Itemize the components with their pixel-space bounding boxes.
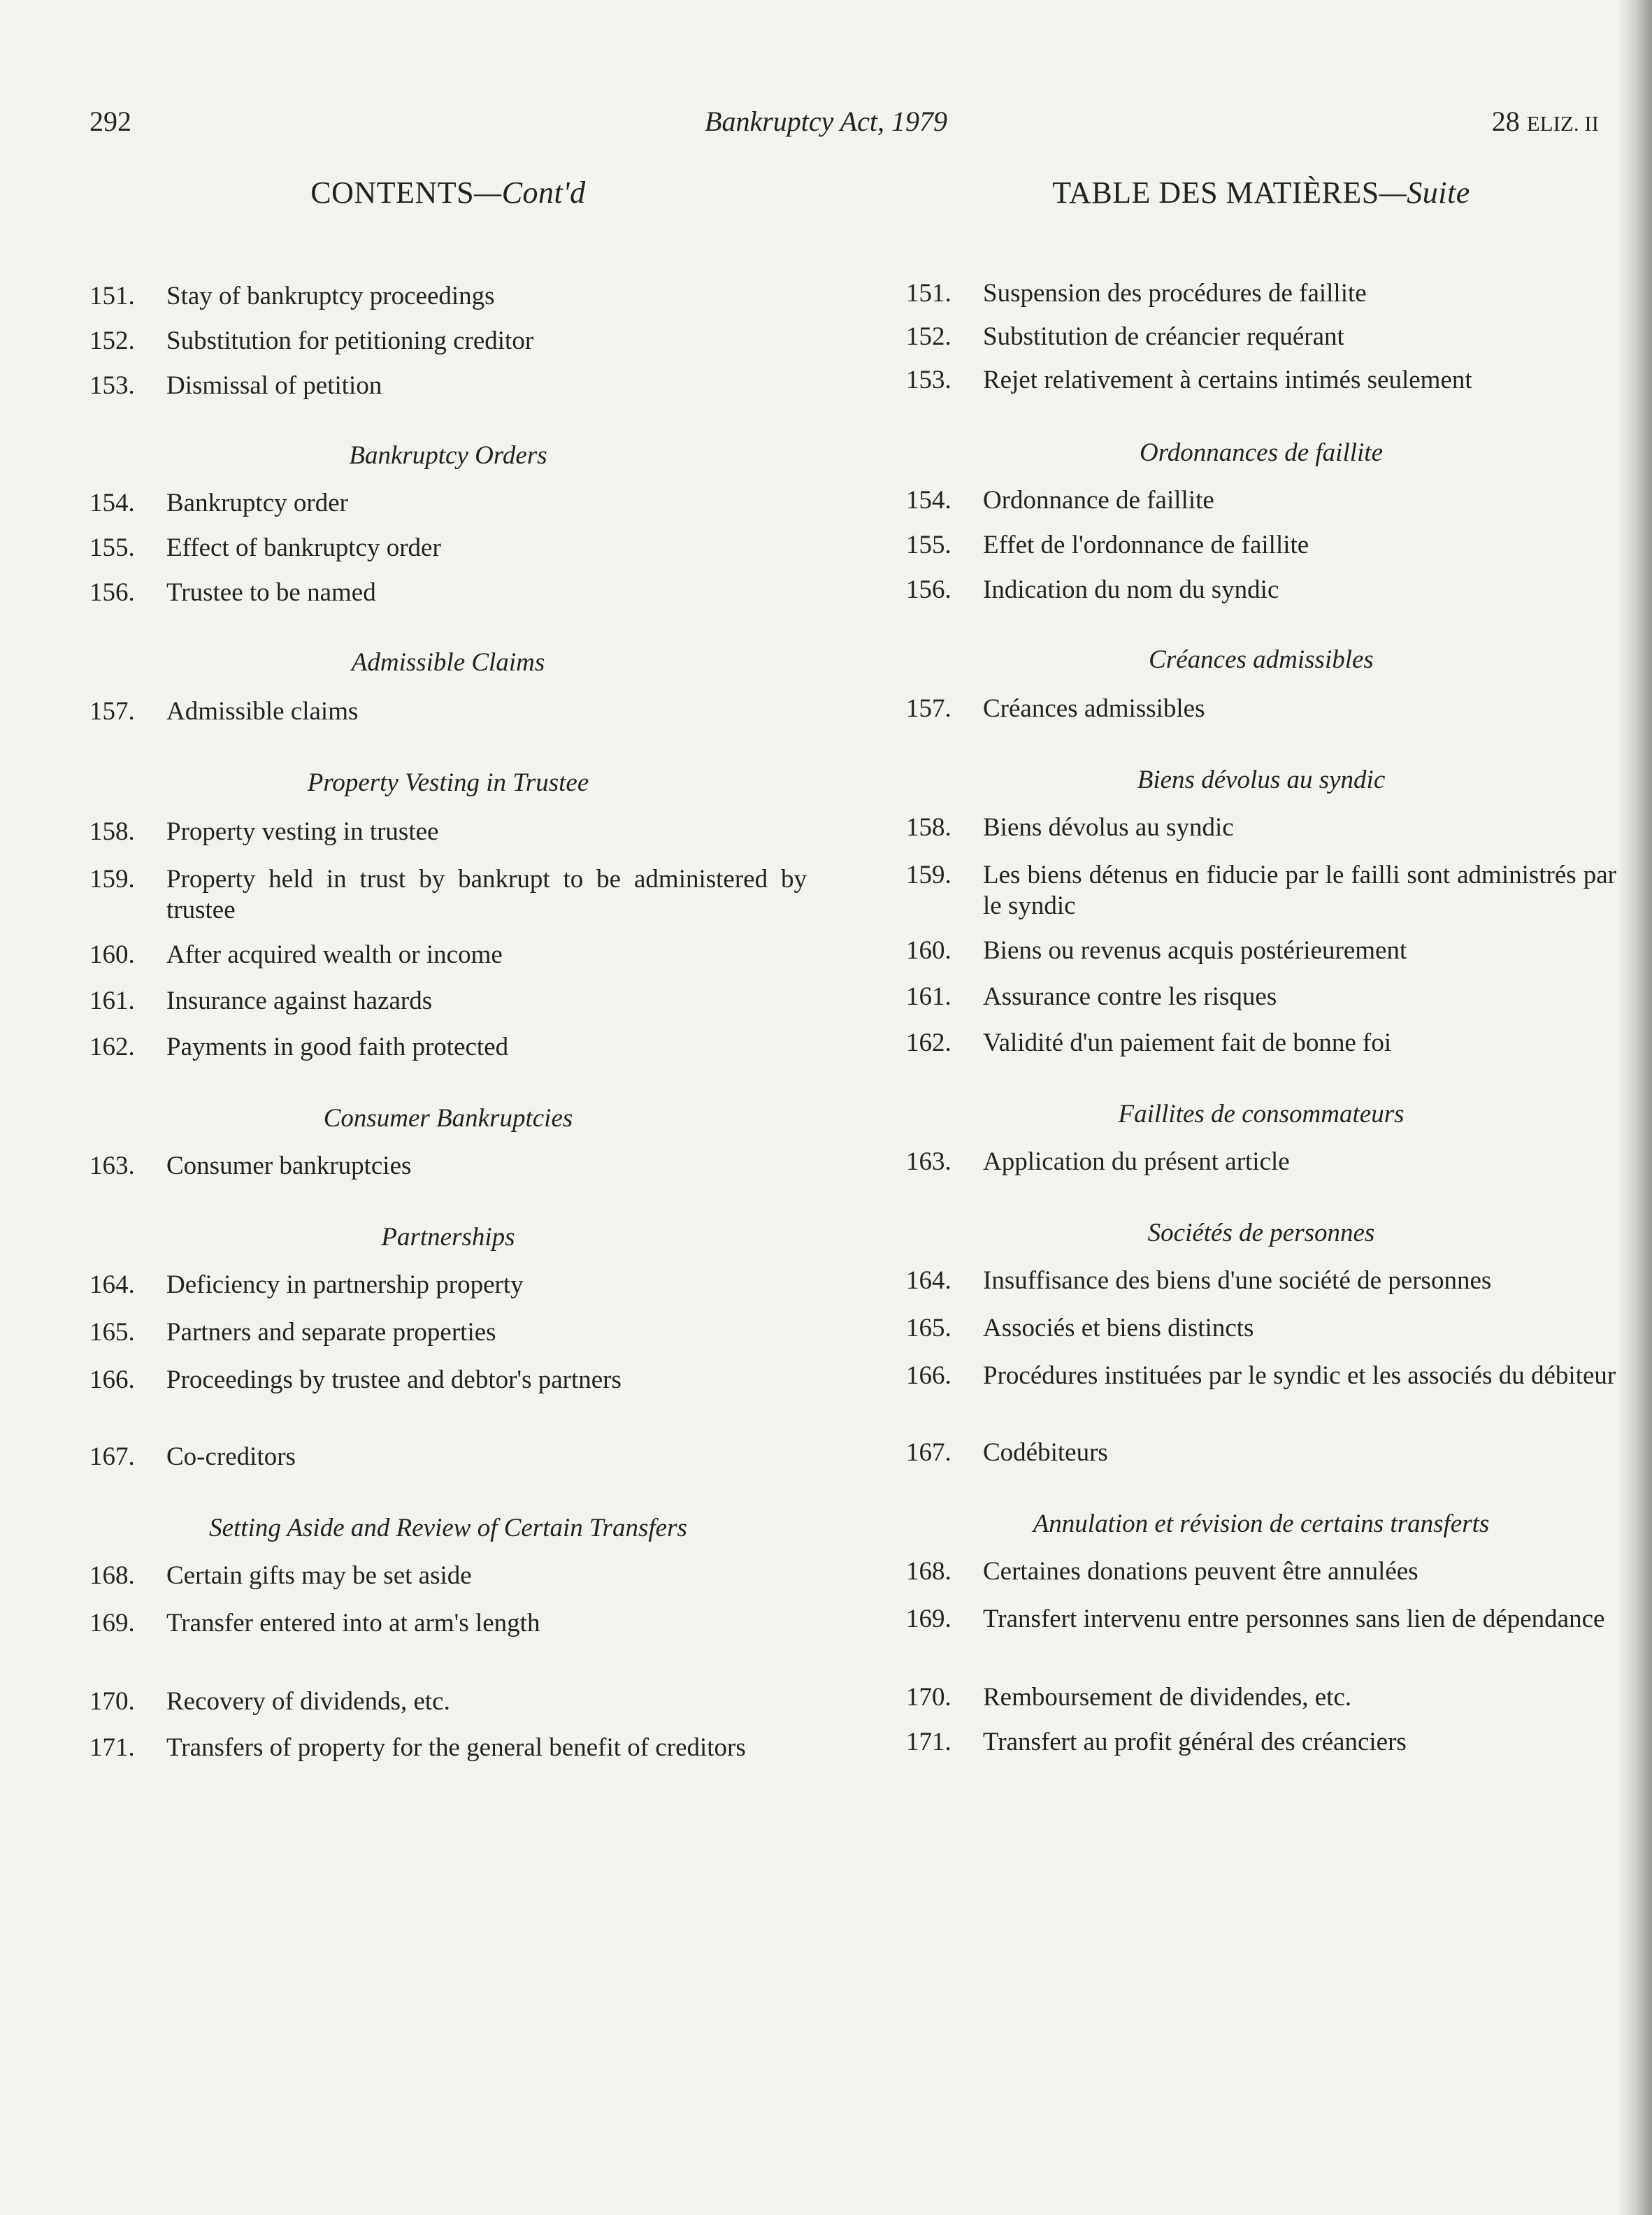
section-title: Partners and separate properties [166, 1318, 496, 1347]
french-section-heading: Sociétés de personnes [1147, 1219, 1375, 1247]
section-number: 164. [89, 1270, 135, 1299]
english-toc-entry [89, 864, 807, 926]
french-toc-entry [906, 278, 1616, 309]
french-section-heading: Annulation et révision de certains transferts [1033, 1510, 1490, 1538]
french-column-title [906, 175, 1616, 210]
french-title-main: TABLE DES MATIÈRES [1052, 175, 1379, 210]
section-title: Co-creditors [166, 1442, 296, 1471]
section-title: Bankruptcy order [166, 489, 348, 517]
french-toc-entry [906, 365, 1616, 396]
english-title-suffix: —Cont'd [474, 175, 586, 210]
section-number: 168. [906, 1557, 951, 1586]
english-toc-entry [89, 1317, 807, 1348]
section-number: 164. [906, 1266, 951, 1295]
section-number: 169. [906, 1605, 951, 1633]
french-toc-entry [906, 1147, 1616, 1177]
section-title: Dismissal of petition [166, 371, 382, 400]
section-number: 152. [89, 327, 135, 355]
section-number: 158. [89, 817, 135, 846]
section-title: Associés et biens distincts [983, 1314, 1254, 1342]
english-toc-entry [89, 986, 807, 1017]
english-toc-entry [89, 578, 807, 608]
section-title: Indication du nom du syndic [983, 575, 1279, 604]
section-number: 169. [89, 1609, 135, 1637]
french-toc-entry [906, 1682, 1616, 1713]
section-number: 159. [906, 861, 951, 889]
section-number: 163. [906, 1147, 951, 1176]
english-section-heading: Setting Aside and Review of Certain Transfers [209, 1514, 687, 1542]
section-number: 160. [906, 936, 951, 965]
section-number: 156. [906, 575, 951, 604]
section-title: Biens dévolus au syndic [983, 813, 1234, 842]
french-toc-entry [906, 694, 1616, 724]
section-title: Substitution for petitioning creditor [166, 327, 534, 355]
section-number: 171. [906, 1728, 951, 1756]
section-number: 162. [906, 1028, 951, 1057]
section-number: 170. [906, 1683, 951, 1712]
section-title: Transfert intervenu entre personnes sans lien de dépendance [983, 1605, 1605, 1633]
english-title-main: CONTENTS [310, 175, 475, 210]
section-title: Stay of bankruptcy proceedings [166, 282, 495, 310]
section-number: 165. [906, 1314, 951, 1342]
section-number: 166. [906, 1361, 951, 1390]
french-toc-entry [906, 1361, 1616, 1391]
section-number: 167. [89, 1442, 135, 1471]
section-title: Deficiency in partnership property [166, 1270, 524, 1299]
page-number: 292 [89, 106, 131, 137]
section-title: Trustee to be named [166, 578, 376, 607]
section-title: Créances admissibles [983, 694, 1205, 723]
reign-name: ELIZ. II [1526, 111, 1599, 136]
section-title: After acquired wealth or income [166, 940, 503, 969]
french-section-heading: Faillites de consommateurs [1118, 1100, 1405, 1128]
section-title: Substitution de créancier requérant [983, 322, 1344, 351]
french-section-heading: Biens dévolus au syndic [1137, 766, 1386, 794]
running-head [0, 105, 1652, 147]
section-number: 168. [89, 1561, 135, 1590]
section-title: Biens ou revenus acquis postérieurement [983, 936, 1407, 965]
section-title: Les biens détenus en fiducie par le failli sont administrés par le syndic [983, 861, 1616, 920]
section-title: Insuffisance des biens d'une société de personnes [983, 1266, 1492, 1295]
section-title: Transfert au profit général des créanciers [983, 1728, 1407, 1756]
section-title: Certaines donations peuvent être annulées [983, 1557, 1418, 1586]
reign-label [1492, 105, 1599, 138]
english-toc-entry [89, 817, 807, 847]
section-title: Codébiteurs [983, 1438, 1108, 1467]
section-number: 152. [906, 322, 951, 351]
english-toc-entry [89, 1151, 807, 1182]
section-title: Certain gifts may be set aside [166, 1561, 472, 1590]
page-edge-shadow [1617, 0, 1652, 2215]
section-title: Application du présent article [983, 1147, 1290, 1176]
section-title: Assurance contre les risques [983, 982, 1277, 1011]
french-toc-entry [906, 530, 1616, 561]
reign-year: 28 [1491, 106, 1527, 137]
section-number: 170. [89, 1687, 135, 1716]
english-toc-entry [89, 696, 807, 727]
section-title: Property held in trust by bankrupt to be administered by trustee [166, 865, 807, 924]
english-section-heading: Property Vesting in Trustee [307, 768, 589, 797]
section-title: Transfer entered into at arm's length [166, 1609, 540, 1637]
section-number: 161. [89, 987, 135, 1015]
section-number: 151. [906, 279, 951, 308]
section-title: Remboursement de dividendes, etc. [983, 1683, 1352, 1712]
english-column-title [89, 175, 807, 210]
french-toc-entry [906, 322, 1616, 352]
english-toc-entry [89, 1561, 807, 1591]
french-title-suffix: —Suite [1379, 175, 1470, 210]
english-toc-entry [89, 533, 807, 564]
french-toc-entry [906, 1556, 1616, 1587]
section-title: Procédures instituées par le syndic et les associés du débiteur [983, 1361, 1616, 1390]
section-number: 160. [89, 940, 135, 969]
french-toc-entry [906, 1313, 1616, 1344]
french-toc-entry [906, 860, 1616, 922]
french-section-heading: Ordonnances de faillite [1139, 438, 1383, 467]
section-number: 155. [89, 533, 135, 562]
english-toc-entry [89, 1686, 807, 1717]
section-number: 156. [89, 578, 135, 607]
section-number: 157. [89, 697, 135, 726]
section-number: 153. [89, 371, 135, 400]
english-section-heading: Partnerships [381, 1223, 515, 1252]
section-number: 167. [906, 1438, 951, 1467]
section-title: Ordonnance de faillite [983, 486, 1214, 515]
english-toc-entry [89, 371, 807, 401]
act-title: Bankruptcy Act, 1979 [705, 106, 947, 137]
section-number: 151. [89, 282, 135, 310]
english-toc-entry [89, 1733, 807, 1763]
english-section-heading: Admissible Claims [351, 648, 545, 677]
english-toc-entry [89, 326, 807, 357]
section-title: Suspension des procédures de faillite [983, 279, 1367, 308]
french-toc-entry [906, 485, 1616, 516]
french-section-heading: Créances admissibles [1149, 645, 1374, 674]
section-title: Admissible claims [166, 697, 359, 726]
section-title: Effet de l'ordonnance de faillite [983, 531, 1309, 559]
french-toc-entry [906, 1438, 1616, 1468]
english-section-heading: Consumer Bankruptcies [323, 1104, 573, 1133]
french-toc-entry [906, 812, 1616, 843]
english-toc-entry [89, 488, 807, 519]
english-toc-entry [89, 1365, 807, 1396]
section-title: Insurance against hazards [166, 987, 433, 1015]
french-toc-entry [906, 1028, 1616, 1059]
section-number: 154. [89, 489, 135, 517]
section-number: 171. [89, 1733, 135, 1762]
section-title: Transfers of property for the general benefit of creditors [166, 1733, 746, 1762]
english-toc-entry [89, 1270, 807, 1300]
french-toc-entry [906, 1604, 1616, 1635]
section-number: 166. [89, 1365, 135, 1394]
section-number: 157. [906, 694, 951, 723]
french-toc-entry [906, 1266, 1616, 1296]
section-title: Consumer bankruptcies [166, 1152, 412, 1180]
section-number: 159. [89, 865, 135, 894]
section-number: 162. [89, 1033, 135, 1061]
french-toc-entry [906, 575, 1616, 605]
section-title: Effect of bankruptcy order [166, 533, 441, 562]
french-toc-entry [906, 982, 1616, 1012]
section-title: Proceedings by trustee and debtor's partners [166, 1365, 622, 1394]
section-title: Payments in good faith protected [166, 1033, 509, 1061]
section-number: 155. [906, 531, 951, 559]
english-toc-entry [89, 1442, 807, 1472]
section-number: 161. [906, 982, 951, 1011]
section-title: Rejet relativement à certains intimés seulement [983, 366, 1472, 394]
section-number: 154. [906, 486, 951, 515]
section-number: 158. [906, 813, 951, 842]
english-toc-entry [89, 1032, 807, 1063]
section-number: 163. [89, 1152, 135, 1180]
section-number: 165. [89, 1318, 135, 1347]
english-section-heading: Bankruptcy Orders [349, 441, 547, 470]
section-title: Property vesting in trustee [166, 817, 439, 846]
section-title: Recovery of dividends, etc. [166, 1687, 450, 1716]
french-toc-entry [906, 936, 1616, 966]
section-number: 153. [906, 366, 951, 394]
english-toc-entry [89, 940, 807, 970]
english-toc-entry [89, 1608, 807, 1639]
french-toc-entry [906, 1727, 1616, 1758]
english-toc-entry [89, 281, 807, 312]
section-title: Validité d'un paiement fait de bonne foi [983, 1028, 1392, 1057]
